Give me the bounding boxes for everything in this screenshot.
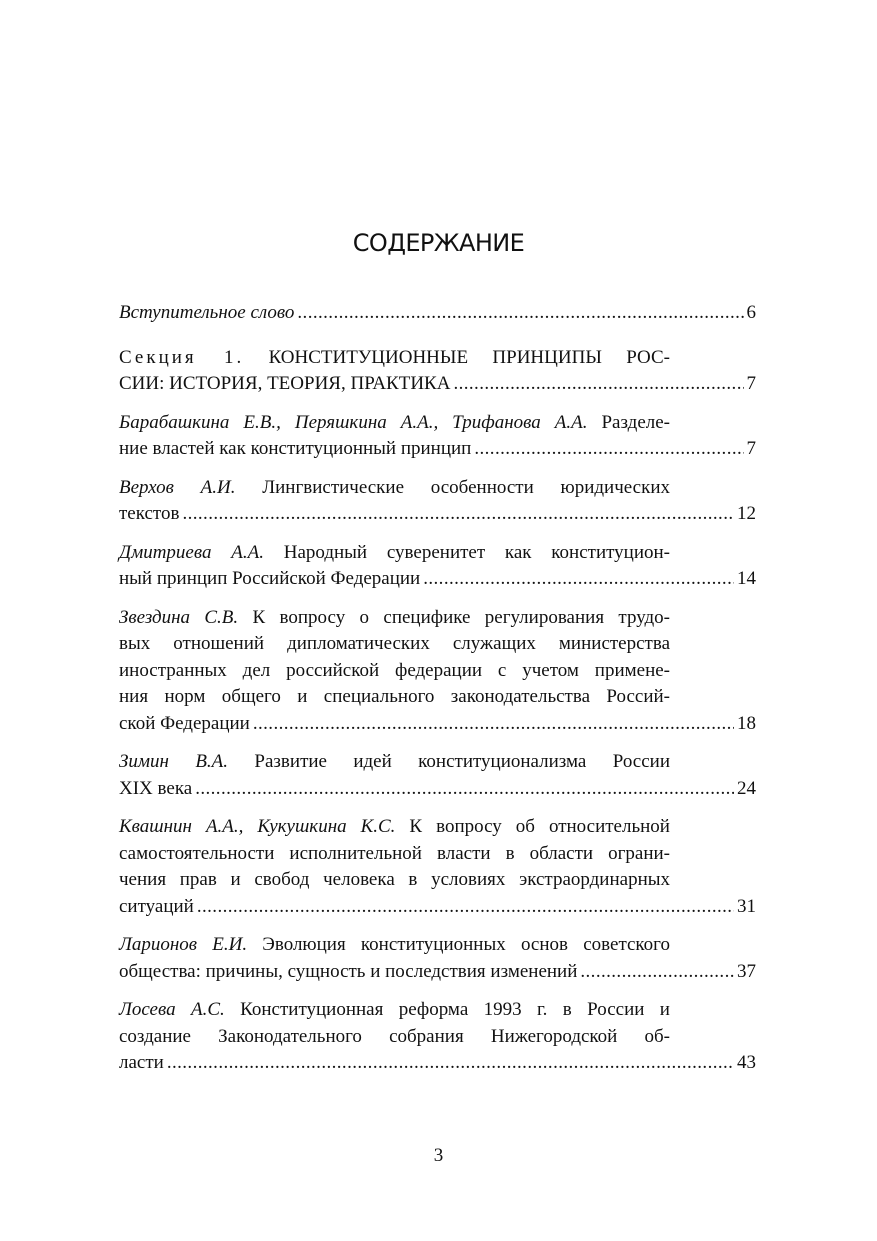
entry-title: К вопросу о специфике регулирования трудо- — [238, 606, 670, 628]
toc-entry-line — [119, 997, 670, 1024]
toc-entry-line — [119, 867, 670, 894]
page-ref: 7 — [746, 373, 756, 394]
toc-entry-last-line — [119, 566, 756, 593]
toc-entry-line — [119, 932, 670, 959]
page-ref: 6 — [746, 302, 756, 323]
leader-dots — [297, 300, 743, 327]
entry-title: чения прав и свобод человека в условиях экстраординарных — [119, 869, 670, 890]
entry-title: ласти — [119, 1052, 164, 1073]
toc-entry[interactable] — [119, 475, 756, 528]
toc-entry-line — [119, 540, 670, 567]
entry-title: ния норм общего и специального законодательства Россий- — [119, 686, 670, 707]
toc-entry-last-line — [119, 501, 756, 528]
entry-title: Лингвистические особенности юридических — [235, 476, 670, 498]
page-title: СОДЕРЖАНИЕ — [352, 229, 525, 257]
entry-title: иностранных дел российской федерации с учетом примене- — [119, 659, 670, 681]
toc-entry-last-line — [119, 371, 756, 398]
leader-dots — [580, 959, 734, 986]
entry-title: ской Федерации — [119, 712, 250, 734]
toc-entry-last-line — [119, 959, 756, 986]
toc-entry[interactable] — [119, 814, 756, 920]
entry-author: Квашнин А.А., Кукушкина К.С. — [119, 816, 396, 837]
entry-author: Вступительное слово — [119, 302, 295, 323]
entry-title: Конституционная реформа 1993 г. в России и — [224, 999, 670, 1020]
leader-dots — [167, 1050, 734, 1077]
entry-author: Зимин В.А. — [119, 751, 229, 772]
leader-dots — [182, 501, 734, 528]
toc-entry-line — [119, 841, 670, 868]
toc-entry-line — [119, 749, 670, 776]
toc-entry-line — [119, 1024, 670, 1051]
toc-entry[interactable] — [119, 300, 756, 327]
toc-entry[interactable] — [119, 997, 756, 1077]
toc-entry-line — [119, 345, 670, 372]
leader-dots — [253, 711, 734, 738]
toc-entry-line — [119, 814, 670, 841]
toc-entry[interactable] — [119, 605, 756, 738]
entry-title: создание Законодательного собрания Нижегородской об- — [119, 1025, 670, 1047]
toc-entry-line — [119, 475, 670, 502]
toc-entry-last-line — [119, 711, 756, 738]
entry-title: Развитие идей конституционализма России — [228, 751, 670, 772]
entry-title: К вопросу об относительной — [395, 816, 670, 837]
leader-dots — [423, 566, 734, 593]
page-number: 3 — [433, 1145, 444, 1166]
toc-entry-last-line — [119, 300, 756, 327]
entry-author: Верхов А.И. — [119, 476, 236, 498]
leader-dots — [453, 371, 743, 398]
entry-title: ние властей как конституционный принцип — [119, 438, 472, 459]
entry-title: текстов — [119, 503, 180, 524]
page-ref: 7 — [746, 438, 756, 459]
toc-entry-line — [119, 631, 670, 658]
leader-dots — [195, 776, 734, 803]
toc-entry-last-line — [119, 894, 756, 921]
toc-entry-last-line — [119, 776, 756, 803]
table-of-contents — [119, 300, 756, 1089]
page-ref: 18 — [737, 712, 756, 734]
page-ref: 12 — [737, 503, 756, 524]
entry-title: самостоятельности исполнительной власти в области ограни- — [119, 842, 670, 864]
toc-entry-last-line — [119, 436, 756, 463]
toc-entry[interactable] — [119, 540, 756, 593]
entry-author: Звездина С.В. — [119, 606, 239, 628]
entry-author: Дмитриева А.А. — [119, 541, 264, 563]
leader-dots — [197, 894, 734, 921]
toc-entry-last-line — [119, 1050, 756, 1077]
toc-entry-line — [119, 684, 670, 711]
entry-title: СИИ: ИСТОРИЯ, ТЕОРИЯ, ПРАКТИКА — [119, 373, 451, 394]
toc-entry-line — [119, 410, 670, 437]
entry-title: XIX века — [119, 777, 193, 799]
entry-title: ный принцип Российской Федерации — [119, 568, 421, 589]
entry-author: Барабашкина Е.В., Перяшкина А.А., Трифанова А.А. — [119, 411, 588, 433]
entry-author: Ларионов Е.И. — [119, 934, 248, 955]
page-ref: 43 — [737, 1052, 756, 1073]
entry-title: общества: причины, сущность и последствия изменений — [119, 960, 578, 982]
leader-dots — [474, 436, 743, 463]
page-ref: 31 — [737, 895, 756, 917]
entry-author: Лосева А.С. — [119, 999, 225, 1020]
entry-title: ситуаций — [119, 895, 194, 917]
toc-entry[interactable] — [119, 749, 756, 802]
section-prefix: Секция 1. — [119, 346, 245, 368]
toc-entry-line — [119, 605, 670, 632]
entry-title: вых отношений дипломатических служащих министерства — [119, 633, 670, 654]
page-ref: 14 — [737, 568, 756, 589]
page-ref: 24 — [737, 777, 756, 799]
page-ref: 37 — [737, 960, 756, 982]
toc-entry[interactable] — [119, 345, 756, 398]
toc-entry-line — [119, 658, 670, 685]
toc-entry[interactable] — [119, 410, 756, 463]
entry-title: КОНСТИТУЦИОННЫЕ ПРИНЦИПЫ РОС- — [244, 346, 670, 368]
entry-title: Разделе- — [587, 411, 670, 433]
toc-entry[interactable] — [119, 932, 756, 985]
entry-title: Народный суверенитет как конституцион- — [263, 541, 670, 563]
entry-title: Эволюция конституционных основ советского — [247, 934, 670, 955]
